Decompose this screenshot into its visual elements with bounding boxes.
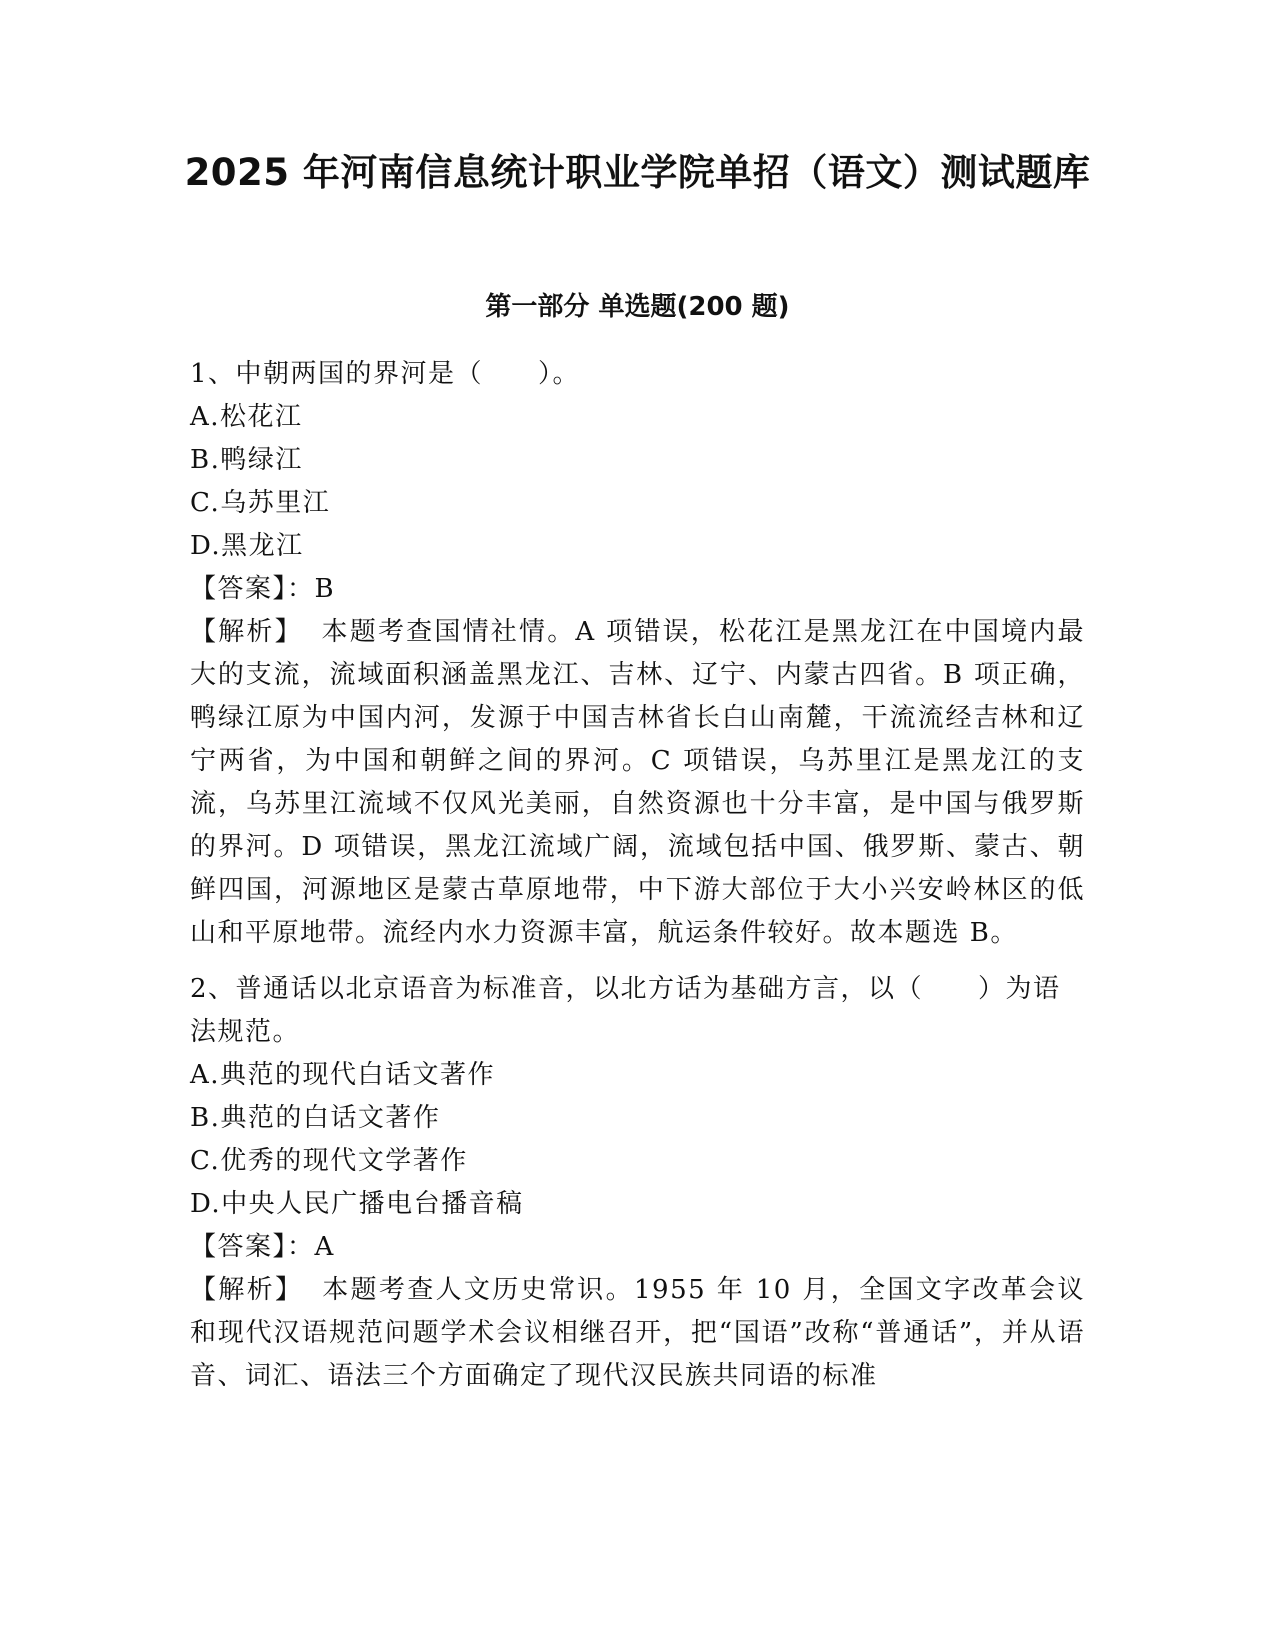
- option-d: D.中央人民广播电台播音稿: [190, 1189, 524, 1219]
- option-d: D.黑龙江: [190, 531, 304, 561]
- question-2: [190, 968, 1085, 1398]
- analysis-text: 本题考查国情社情。A 项错误，松花江是黑龙江在中国境内最大的支流，流域面积涵盖黑龙江、吉林、辽宁、内蒙古四省。B 项正确，鸭绿江原为中国内河，发源于中国吉林省长白山南麓，干流流经吉林和辽宁两省，为中国和朝鲜之间的界河。C 项错误，乌苏里江是黑龙江的支流，乌苏里江流域不仅风光美丽，自然资源也十分丰富，是中国与俄罗斯的界河。D 项错误，黑龙江流域广阔，流域包括中国、俄罗斯、蒙古、朝鲜四国，河源地区是蒙古草原地带，中下游大部位于大小兴安岭林区的低山和平原地带。流经内水力资源丰富，航运条件较好。故本题选 B。: [190, 617, 1085, 948]
- option-b: B.典范的白话文著作: [190, 1103, 441, 1133]
- question-stem: 1、中朝两国的界河是（ ）。: [190, 359, 581, 389]
- question-stem: 2、普通话以北京语音为标准音，以北方话为基础方言，以（ ）为语法规范。: [190, 974, 1061, 1047]
- question-list: [190, 353, 1085, 1411]
- question-1: [190, 353, 1085, 955]
- analysis-text: 本题考查人文历史常识。1955 年 10 月，全国文字改革会议和现代汉语规范问题学术会议相继召开，把“国语”改称“普通话”，并从语音、词汇、语法三个方面确定了现代汉民族共同语的标准: [190, 1275, 1085, 1391]
- answer-line: [190, 1226, 1085, 1269]
- section-title: 第一部分 单选题(200 题): [485, 292, 790, 322]
- answer-value: B: [314, 574, 336, 604]
- option-a: A.典范的现代白话文著作: [190, 1060, 496, 1090]
- analysis-label: 【解析】: [190, 617, 303, 647]
- answer-label: 【答案】：: [190, 574, 315, 604]
- option-a: A.松花江: [190, 402, 303, 432]
- analysis: [190, 611, 1085, 955]
- option-c: C.优秀的现代文学著作: [190, 1146, 468, 1176]
- answer-label: 【答案】：: [190, 1232, 315, 1262]
- option-b: B.鸭绿江: [190, 445, 303, 475]
- analysis: [190, 1269, 1085, 1398]
- analysis-label: 【解析】: [190, 1275, 304, 1305]
- answer-line: [190, 568, 1085, 611]
- answer-value: A: [314, 1232, 335, 1262]
- option-c: C.乌苏里江: [190, 488, 331, 518]
- document-title: 2025 年河南信息统计职业学院单招（语文）测试题库: [184, 151, 1091, 194]
